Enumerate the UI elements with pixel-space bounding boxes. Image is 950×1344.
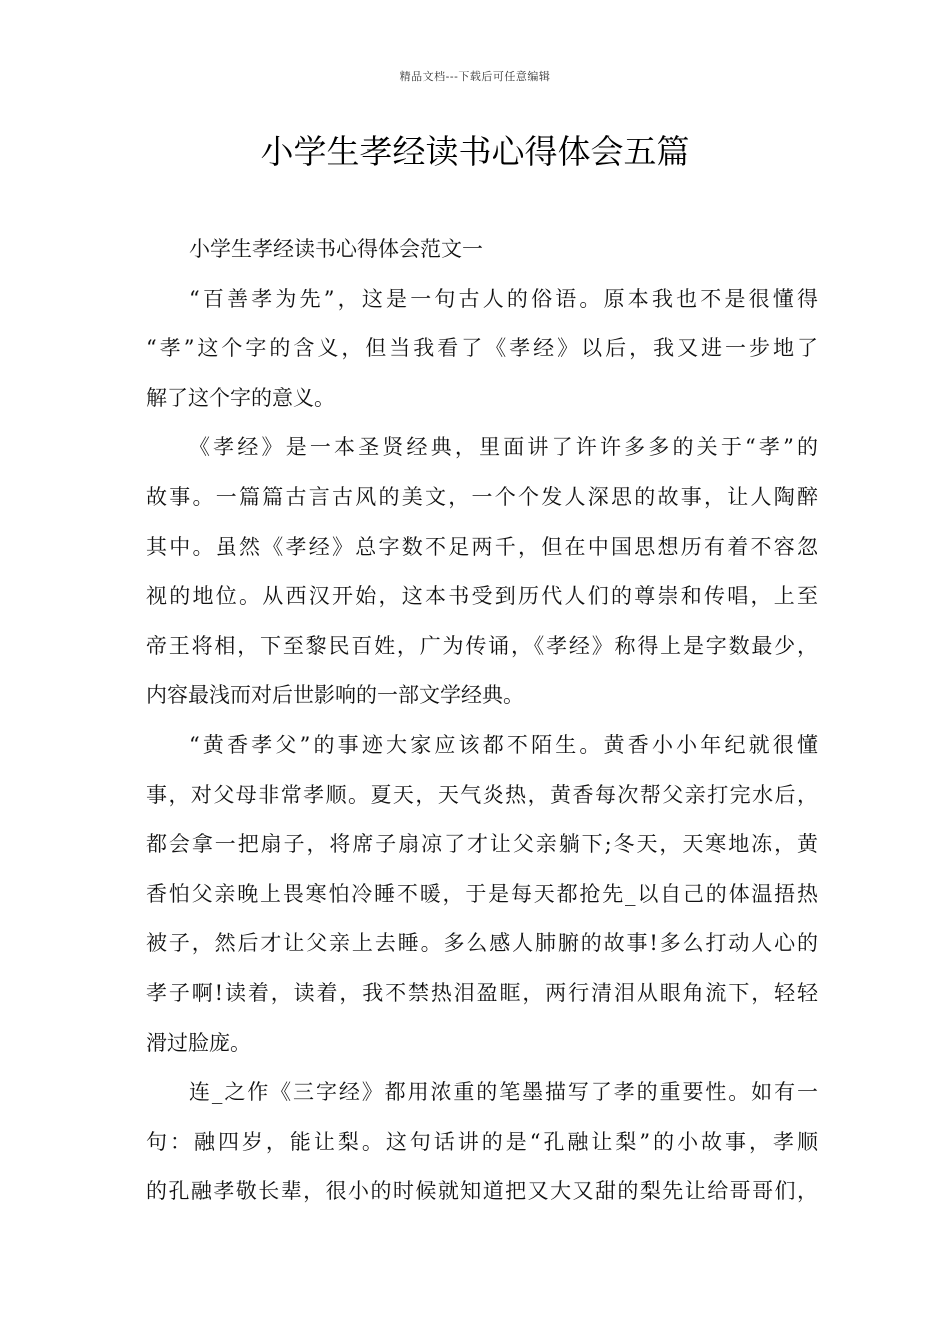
text-line: 解了这个字的意义。 (146, 385, 335, 410)
text-line: 句：融四岁，能让梨。这句话讲的是“孔融让梨”的小故事，孝顺 (146, 1129, 818, 1154)
text-line: 《孝经》是一本圣贤经典，里面讲了许许多多的关于“孝”的 (189, 435, 818, 460)
text-line: 孝子啊!读着，读着，我不禁热泪盈眶，两行清泪从眼角流下，轻轻 (146, 980, 818, 1005)
text-line: 被子，然后才让父亲上去睡。多么感人肺腑的故事!多么打动人心的 (146, 931, 818, 956)
text-line: 都会拿一把扇子，将席子扇凉了才让父亲躺下;冬天，天寒地冻，黄 (146, 832, 818, 857)
document-title: 小学生孝经读书心得体会五篇 (260, 132, 690, 171)
text-line: 视的地位。从西汉开始，这本书受到历代人们的尊崇和传唱，上至 (146, 584, 818, 609)
text-line: 香怕父亲晚上畏寒怕冷睡不暖，于是每天都抢先_以自己的体温捂热 (146, 881, 818, 906)
text-line: 连_之作《三字经》都用浓重的笔墨描写了孝的重要性。如有一 (189, 1080, 818, 1105)
text-line: “百善孝为先”，这是一句古人的俗语。原本我也不是很懂得 (189, 286, 818, 311)
text-line: 事，对父母非常孝顺。夏天，天气炎热，黄香每次帮父亲打完水后， (146, 782, 818, 807)
text-line: 的孔融孝敬长辈，很小的时候就知道把又大又甜的梨先让给哥哥们， (146, 1179, 818, 1204)
text-line: 帝王将相，下至黎民百姓，广为传诵，《孝经》称得上是字数最少， (146, 633, 818, 658)
text-line: 内容最浅而对后世影响的一部文学经典。 (146, 683, 524, 708)
header-note: 精品文档---下载后可任意编辑 (399, 70, 551, 83)
document-body (146, 225, 818, 1217)
text-line: 滑过脸庞。 (146, 1030, 251, 1055)
text-line: 故事。一篇篇古言古风的美文，一个个发人深思的故事，让人陶醉 (146, 484, 818, 509)
text-line: “孝”这个字的含义，但当我看了《孝经》以后，我又进一步地了 (146, 336, 818, 361)
text-line: 小学生孝经读书心得体会范文一 (189, 237, 483, 261)
text-line: “黄香孝父”的事迹大家应该都不陌生。黄香小小年纪就很懂 (189, 732, 818, 757)
text-line: 其中。虽然《孝经》总字数不足两千，但在中国思想历有着不容忽 (146, 534, 818, 559)
